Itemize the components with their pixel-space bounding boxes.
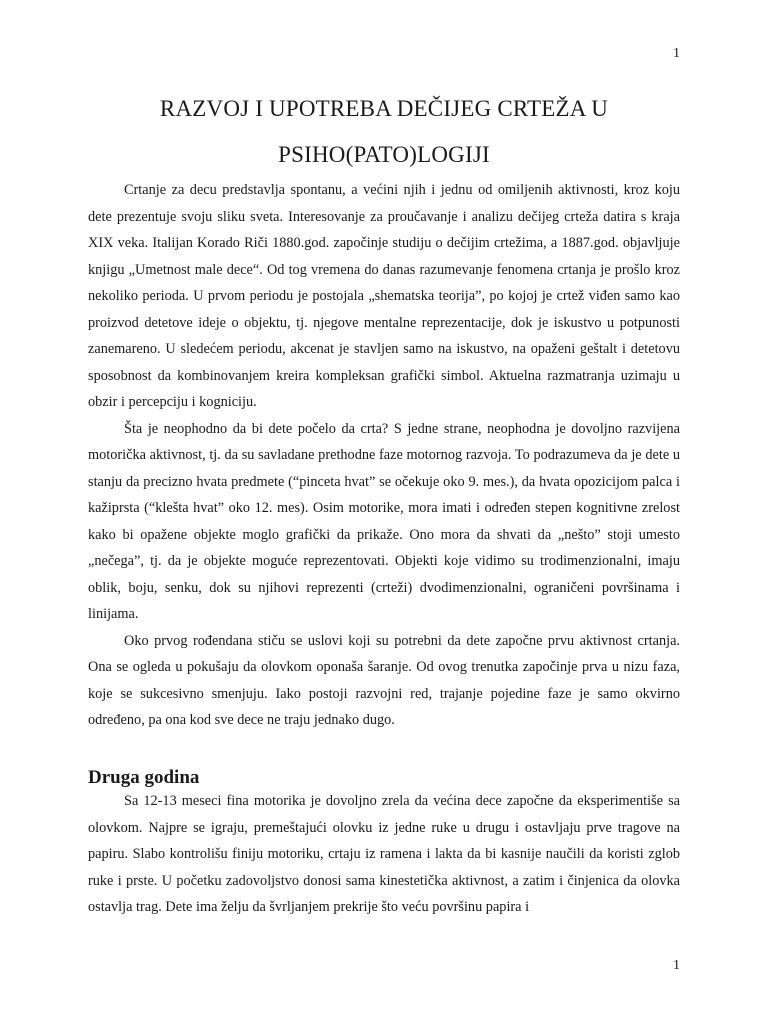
paragraph-1: Crtanje za decu predstavlja spontanu, a većini njih i jednu od omiljenih aktivnosti, kroz koju dete prezentuje svoju sliku sveta. Interesovanje za proučavanje i analizu dečijeg crteža datira s kraja XIX veka. Italijan Korado Riči 1880.god. započinje studiju o dečijim crtežima, a 1887.god. objavljuje knjigu „Umetnost male dece“. Od tog vremena do danas razumevanje fenomena crtanja je prošlo kroz nekoliko perioda. U prvom periodu je postojala „shematska teorija”, po kojoj je crtež viđen samo kao proizvod detetove ideje o objektu, tj. njegove mentalne reprezentacije, dok je iskustvo u potpunosti zanemareno. U sledećem periodu, akcenat je stavljen samo na iskustvo, na opaženi geštalt i detetovu sposobnost da kombinovanjem kreira kompleksan grafički simbol. Aktuelna razmatranja uzimaju u obzir i percepciju i kogniciju. xyxy=(88,182,680,410)
section-text-block xyxy=(88,788,680,921)
paragraph-2: Šta je neophodno da bi dete počelo da crta? S jedne strane, neophodna je dovoljno razvijena motorička aktivnost, tj. da su savladane prethodne faze motornog razvoja. To podrazumeva da je dete u stanju da precizno hvata predmete (“pinceta hvat” se očekuje oko 9. mes.), da hvata opozicijom palca i kažiprsta (“klešta hvat” oko 12. mes). Osim motorike, mora imati i određen stepen kognitivne zrelost kako bi opažene objekte moglo grafički da prikaže. Ono mora da shvati da „nešto” stoji umesto „nečega”, tj. da je objekte moguće reprezentovati. Objekti koje vidimo su trodimenzionalni, imaju oblik, boju, senku, dok su njihovi reprezenti (crteži) dvodimenzionalni, ograničeni površinama i linijama. xyxy=(88,420,680,622)
page-number-top: 1 xyxy=(673,46,680,61)
intro-text-block xyxy=(88,177,680,734)
paragraph-3: Oko prvog rođendana stiču se uslovi koji su potrebni da dete započne prvu aktivnost crtanja. Ona se ogleda u pokušaju da olovkom oponaša šaranje. Od ovog trenutka započinje prva u nizu faza, koje se sukcesivno smenjuju. Iako postoji razvojni red, trajanje pojedine faze je samo okvirno određeno, pa ona kod sve dece ne traju jednako dugo. xyxy=(88,632,680,728)
document-title-line-1: RAZVOJ I UPOTREBA DEČIJEG CRTEŽA U xyxy=(159,96,609,121)
section-heading: Druga godina xyxy=(88,767,200,788)
document-title-line-2: PSIHO(PATO)LOGIJI xyxy=(278,142,490,167)
page-number-bottom: 1 xyxy=(673,958,680,973)
section-paragraph: Sa 12-13 meseci fina motorika je dovoljno zrela da većina dece započne da eksperimentiše sa olovkom. Najpre se igraju, premeštajući olovku iz jedne ruke u drugu i ostavljaju prve tragove na papiru. Slabo kontrolišu finiju motoriku, crtaju iz ramena i lakta da bi kasnije naučili da koristi zglob ruke i prste. U početku zadovoljstvo donosi sama kinestetička aktivnost, a zatim i činjenica da olovka ostavlja trag. Dete ima želju da švrljanjem prekrije što veću površinu papira i xyxy=(88,793,680,915)
